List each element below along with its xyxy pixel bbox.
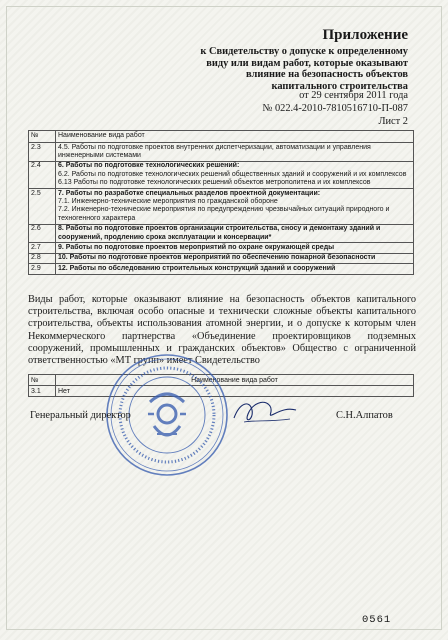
column-header-name: Наименование вида работ: [56, 375, 414, 386]
row-number: 2.8: [29, 253, 56, 263]
row-text: Нет: [56, 386, 414, 397]
appendix-title: Приложение: [322, 27, 408, 43]
row-line: 6.2. Работы по подготовке технологических решений общественных зданий и сооружений и их комплексов: [58, 170, 407, 178]
table-row: [29, 264, 414, 274]
row-text: [56, 264, 414, 274]
certificate-number: № 022.4-2010-7810516710-П-087: [262, 103, 408, 114]
subtitle-line: капитального строительства: [271, 80, 408, 92]
row-line: 7.1. Инженерно-технические мероприятия по гражданской обороне: [58, 197, 278, 205]
table-row: [29, 189, 414, 225]
row-number: 2.5: [29, 189, 56, 225]
handwritten-signature-icon: [230, 392, 300, 432]
row-line: 4.5. Работы по подготовке проектов внутренних диспетчеризации, автоматизации и управления инженерными системами: [58, 143, 371, 159]
row-line: 6. Работы по подготовке технологических решений:: [58, 162, 240, 170]
column-header-name: Наименование вида работ: [56, 131, 414, 143]
table-row: [29, 243, 414, 253]
certificate-date: от 29 сентября 2011 года: [299, 90, 408, 101]
row-line: 6.13 Работы по подготовке технологических решений объектов метрополитена и их комплексов: [58, 179, 371, 187]
row-number: 3.1: [29, 386, 56, 397]
row-line: 8. Работы по подготовке проектов организации строительства, сносу и демонтажу зданий и сооружений, продлению срока эксплуатации и консервации*: [58, 225, 381, 241]
row-line: 7.2. Инженерно-технические мероприятия по предупреждению чрезвычайных ситуаций природного и техногенного характера: [58, 206, 390, 222]
table-row: [29, 253, 414, 263]
table-header-row: [29, 131, 414, 143]
row-line: 10. Работы по подготовке проектов мероприятий по обеспечению пожарной безопасности: [58, 254, 376, 262]
row-number: 2.9: [29, 264, 56, 274]
row-number: 2.7: [29, 243, 56, 253]
row-number: 2.6: [29, 224, 56, 243]
row-number: 2.4: [29, 161, 56, 188]
row-text: [56, 243, 414, 253]
row-text: [56, 161, 414, 188]
body-paragraph: Виды работ, которые оказывают влияние на безопасность объектов капитального строительства, включая особо опасные и технически сложные объекты капитального строительства, объекты использования атомной энергии, и о допуске к которым член Некоммерческого партнерства «Объединение проектировщиков подземных сооружений, промышленных и гражданских объектов» Общество с ограниченной ответственностью «МТ групп» имеет Свидетельство: [28, 294, 416, 367]
table-row: [29, 143, 414, 162]
signatory-position: Генеральный директор: [30, 410, 131, 421]
table-row: [29, 161, 414, 188]
row-line: 12. Работы по обследованию строительных конструкций зданий и сооружений: [58, 264, 336, 272]
column-header-number: №: [29, 131, 56, 143]
row-line: 9. Работы по подготовке проектов мероприятий по охране окружающей среды: [58, 243, 335, 251]
row-text: [56, 189, 414, 225]
column-header-number: №: [29, 375, 56, 386]
sheet-number: Лист 2: [378, 116, 408, 127]
row-text: [56, 253, 414, 263]
document-header: [200, 26, 408, 92]
certificate-meta: [262, 89, 408, 128]
row-text: [56, 143, 414, 162]
serial-number: 0561: [362, 614, 392, 626]
subtitle-line: влияние на безопасность объектов: [246, 69, 408, 80]
subtitle-line: к Свидетельству о допуске к определенному: [200, 46, 408, 57]
subtitle-line: виду или видам работ, которые оказывают: [206, 57, 408, 69]
table-row: [29, 224, 414, 243]
row-text: [56, 224, 414, 243]
row-number: 2.3: [29, 143, 56, 162]
row-line: 7. Работы по разработке специальных разделов проектной документации:: [58, 189, 321, 197]
works-table: [28, 130, 414, 275]
signatory-name: С.Н.Алпатов: [336, 410, 393, 421]
